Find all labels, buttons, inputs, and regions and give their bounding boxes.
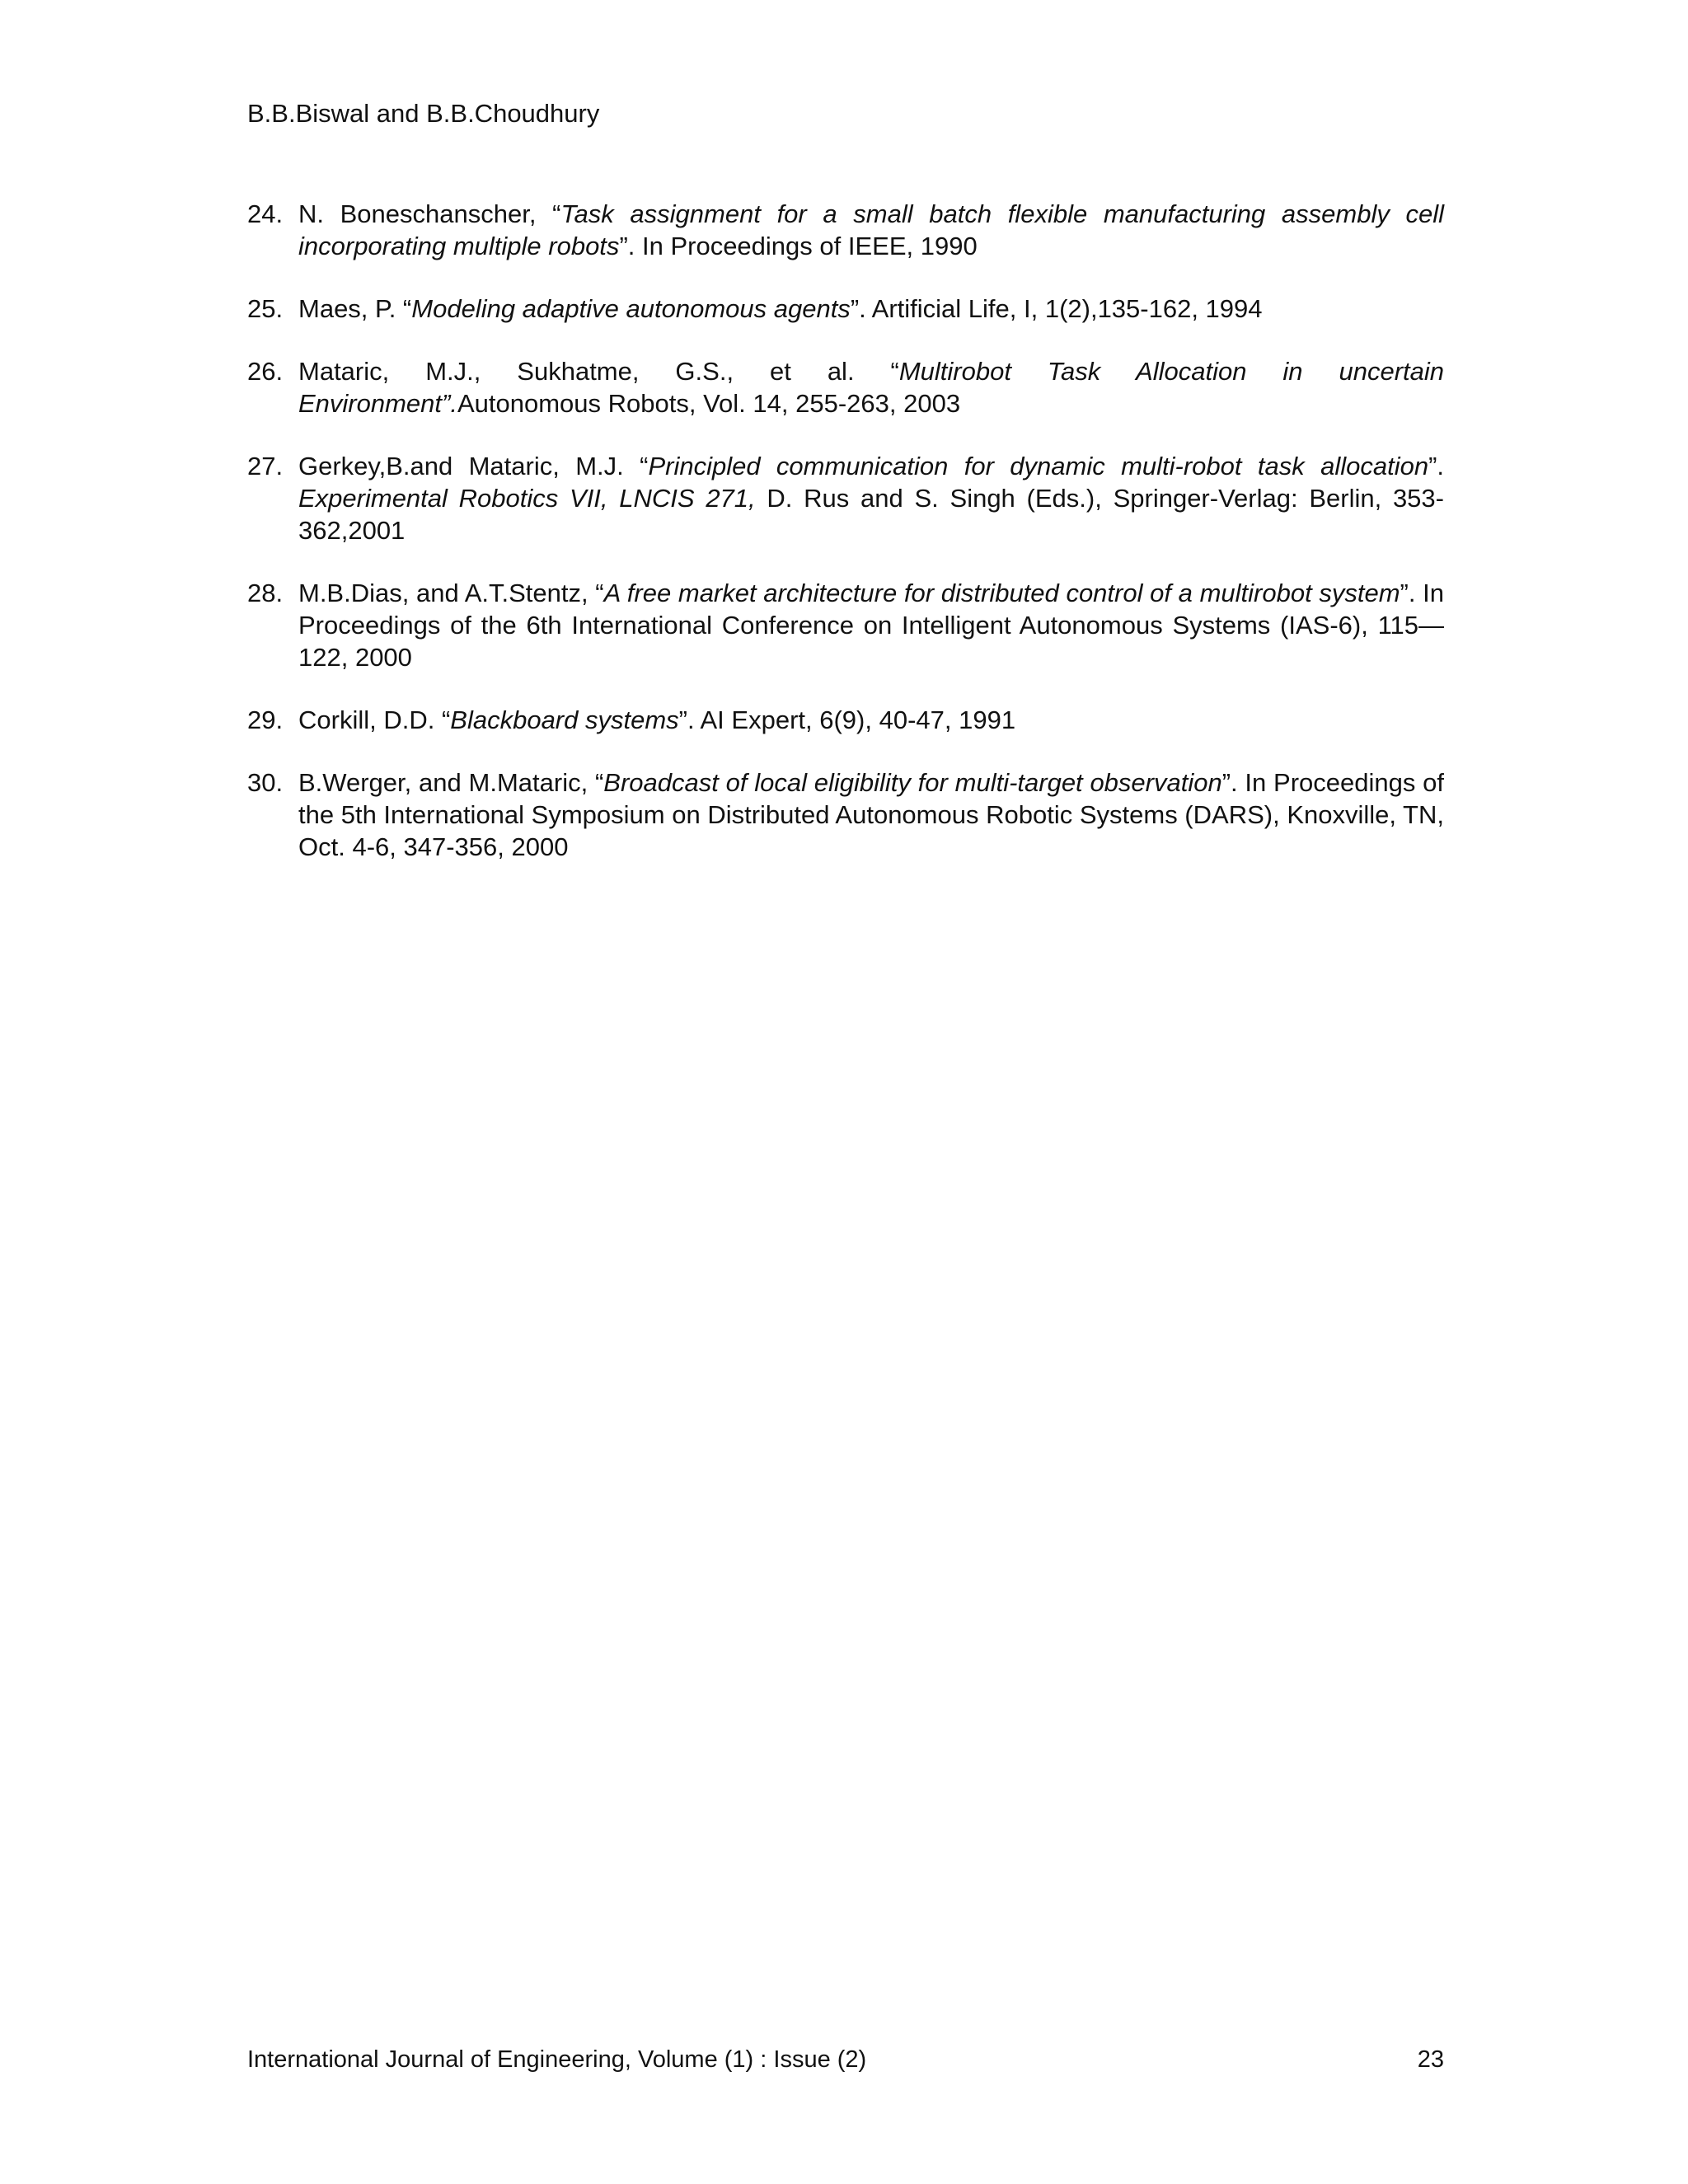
reference-title: Task assignment for a small batch flexible manufacturing assembly cell incorporating multiple robots bbox=[298, 199, 1444, 260]
page-number: 23 bbox=[1417, 2046, 1444, 2073]
reference-source: ”. AI Expert, 6(9), 40-47, 1991 bbox=[678, 705, 1016, 734]
reference-source: D. Rus and S. Singh (Eds.), Springer-Verlag: Berlin, 353-362,2001 bbox=[298, 484, 1444, 545]
reference-number: 30. bbox=[247, 768, 284, 797]
reference-number: 24. bbox=[247, 199, 284, 228]
reference-source: ”. In Proceedings of IEEE, 1990 bbox=[619, 232, 978, 260]
reference-title: Blackboard systems bbox=[450, 705, 679, 734]
reference-authors: B.Werger, and M.Mataric, “ bbox=[298, 768, 604, 797]
reference-title: Modeling adaptive autonomous agents bbox=[411, 294, 851, 323]
reference-text bbox=[298, 768, 1444, 861]
reference-item-25 bbox=[247, 293, 1444, 325]
reference-title: A free market architecture for distributed control of a multirobot system bbox=[603, 579, 1400, 607]
reference-authors: M.B.Dias, and A.T.Stentz, “ bbox=[298, 579, 604, 607]
reference-item-29 bbox=[247, 704, 1444, 736]
reference-item-30 bbox=[247, 766, 1444, 863]
reference-title: Principled communication for dynamic multi-robot task allocation bbox=[648, 452, 1429, 480]
reference-text bbox=[298, 452, 1444, 545]
reference-text bbox=[298, 199, 1444, 260]
reference-number: 29. bbox=[247, 705, 284, 734]
reference-item-24 bbox=[247, 198, 1444, 262]
reference-authors: Maes, P. “ bbox=[298, 294, 412, 323]
reference-title: Multirobot Task Allocation in uncertain Environment”. bbox=[298, 357, 1444, 418]
reference-source: Autonomous Robots, Vol. 14, 255-263, 2003 bbox=[457, 389, 961, 418]
reference-source: ”. Artificial Life, I, 1(2),135-162, 1994 bbox=[850, 294, 1263, 323]
reference-number: 26. bbox=[247, 357, 284, 386]
reference-source: ”. In Proceedings of the 6th International Conference on Intelligent Autonomous Systems (IAS-6), 115— 122, 2000 bbox=[298, 579, 1445, 672]
reference-authors: Corkill, D.D. “ bbox=[298, 705, 451, 734]
reference-separator: ”. bbox=[1428, 452, 1444, 480]
reference-item-27 bbox=[247, 450, 1444, 546]
reference-text bbox=[298, 705, 1015, 734]
reference-authors: Gerkey,B.and Mataric, M.J. “ bbox=[298, 452, 649, 480]
reference-number: 25. bbox=[247, 294, 284, 323]
reference-title: Broadcast of local eligibility for multi-target observation bbox=[603, 768, 1222, 797]
reference-item-28 bbox=[247, 577, 1444, 673]
reference-text bbox=[298, 294, 1263, 323]
reference-text bbox=[298, 357, 1444, 418]
reference-authors: Mataric, M.J., Sukhatme, G.S., et al. “ bbox=[298, 357, 899, 386]
footer-journal: International Journal of Engineering, Volume (1) : Issue (2) bbox=[247, 2046, 867, 2073]
running-header: B.B.Biswal and B.B.Choudhury bbox=[247, 99, 600, 128]
reference-source: ”. In Proceedings of the 5th International Symposium on Distributed Autonomous Robotic Systems (DARS), Knoxville, TN, Oct. 4-6, 347-356, 2000 bbox=[298, 768, 1444, 861]
reference-number: 27. bbox=[247, 452, 284, 480]
reference-text bbox=[298, 579, 1444, 672]
reference-number: 28. bbox=[247, 579, 284, 607]
reference-authors: N. Boneschanscher, “ bbox=[298, 199, 561, 228]
reference-series-title: Experimental Robotics VII, LNCIS 271, bbox=[298, 484, 756, 513]
reference-list bbox=[247, 198, 1444, 893]
reference-item-26 bbox=[247, 355, 1444, 419]
